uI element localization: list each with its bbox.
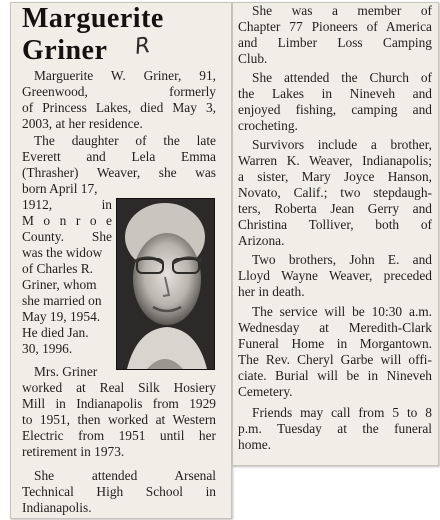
obituary-name-last: Griner (22, 35, 108, 66)
right-line-15: Arizona. (238, 233, 285, 248)
left-line-19: Mrs. Griner (34, 364, 98, 379)
right-line-11: a sister, Mary Joyce Hanson, (238, 169, 432, 184)
right-line-1: She was a member of (252, 3, 432, 18)
portrait-photo (116, 198, 215, 370)
right-line-17: Lloyd Wayne Weaver, preceded (238, 268, 432, 283)
right-line-4: Club. (238, 51, 268, 66)
left-line-6: Everett and Lela Emma (22, 149, 216, 164)
left-line-13: of Charles R. (22, 261, 94, 276)
left-line-21: Mill in Indianapolis from 1929 (22, 396, 216, 411)
right-line-9: Survivors include a brother, (252, 137, 432, 152)
left-line-5: The daughter of the late (34, 133, 216, 148)
right-line-2: Chapter 77 Pioneers of America (238, 19, 432, 34)
right-line-10: Warren K. Weaver, Indianapolis; (238, 153, 432, 168)
left-line-12: was the widow (22, 245, 103, 260)
right-line-3: and Limber Loss Camping (238, 35, 432, 50)
left-line-2: Greenwood, formerly (22, 84, 216, 99)
left-line-14: Griner, whom (22, 277, 97, 292)
left-line-23: Electric from 1951 until her (22, 428, 216, 443)
right-line-20: Wednesday at Meredith-Clark (238, 320, 432, 335)
left-line-18: 30, 1996. (22, 341, 73, 356)
left-line-7: (Thrasher) Weaver, she was (22, 165, 216, 180)
left-line-15: she married on (22, 293, 102, 308)
left-line-17: He died Jan. (22, 325, 89, 340)
right-line-18: her in death. (238, 284, 305, 299)
left-line-10: M o n r o e (22, 213, 112, 228)
right-line-12: Novato, Calif.; two stepdaugh- (238, 185, 432, 200)
left-line-26: Technical High School in (22, 484, 216, 499)
right-line-8: crocheting. (238, 118, 298, 133)
left-line-8: born April 17, (22, 181, 98, 196)
right-line-24: Cemetery. (238, 384, 293, 399)
left-line-20: worked at Real Silk Hosiery (22, 380, 216, 395)
left-line-3: of Princess Lakes, died May 3, (22, 100, 216, 115)
left-line-9: 1912, in (22, 197, 112, 212)
left-line-22: to 1951, then worked at Western (22, 412, 216, 427)
handwritten-mark: R (133, 33, 152, 60)
left-line-1: Marguerite W. Griner, 91, (34, 68, 216, 83)
right-line-16: Two brothers, John E. and (252, 252, 432, 267)
right-line-14: Christina Tolliver, both of (238, 217, 432, 232)
left-line-25: She attended Arsenal (34, 468, 216, 483)
right-line-7: enjoyed fishing, camping and (238, 102, 432, 117)
right-line-26: p.m. Tuesday at the funeral (238, 421, 432, 436)
left-line-16: May 19, 1954. (22, 309, 101, 324)
right-line-22: The Rev. Cheryl Garbe will offi- (238, 352, 432, 367)
right-line-21: Funeral Home in Morgantown. (238, 336, 432, 351)
right-line-13: ters, Roberta Jean Gerry and (238, 201, 432, 216)
right-line-27: home. (238, 437, 272, 452)
left-line-27: Indianapolis. (22, 500, 92, 515)
right-line-25: Friends may call from 5 to 8 (252, 405, 432, 420)
right-line-5: She attended the Church of (252, 70, 432, 85)
right-line-6: the Lakes in Nineveh and (238, 86, 432, 101)
right-line-23: ciate. Burial will be in Nineveh (238, 368, 432, 383)
left-line-24: retirement in 1973. (22, 444, 125, 459)
obituary-name-first: Marguerite (22, 3, 164, 34)
left-line-4: 2003, at her residence. (22, 116, 143, 131)
right-line-19: The service will be 10:30 a.m. (252, 304, 432, 319)
left-line-11: County. She (22, 229, 112, 244)
